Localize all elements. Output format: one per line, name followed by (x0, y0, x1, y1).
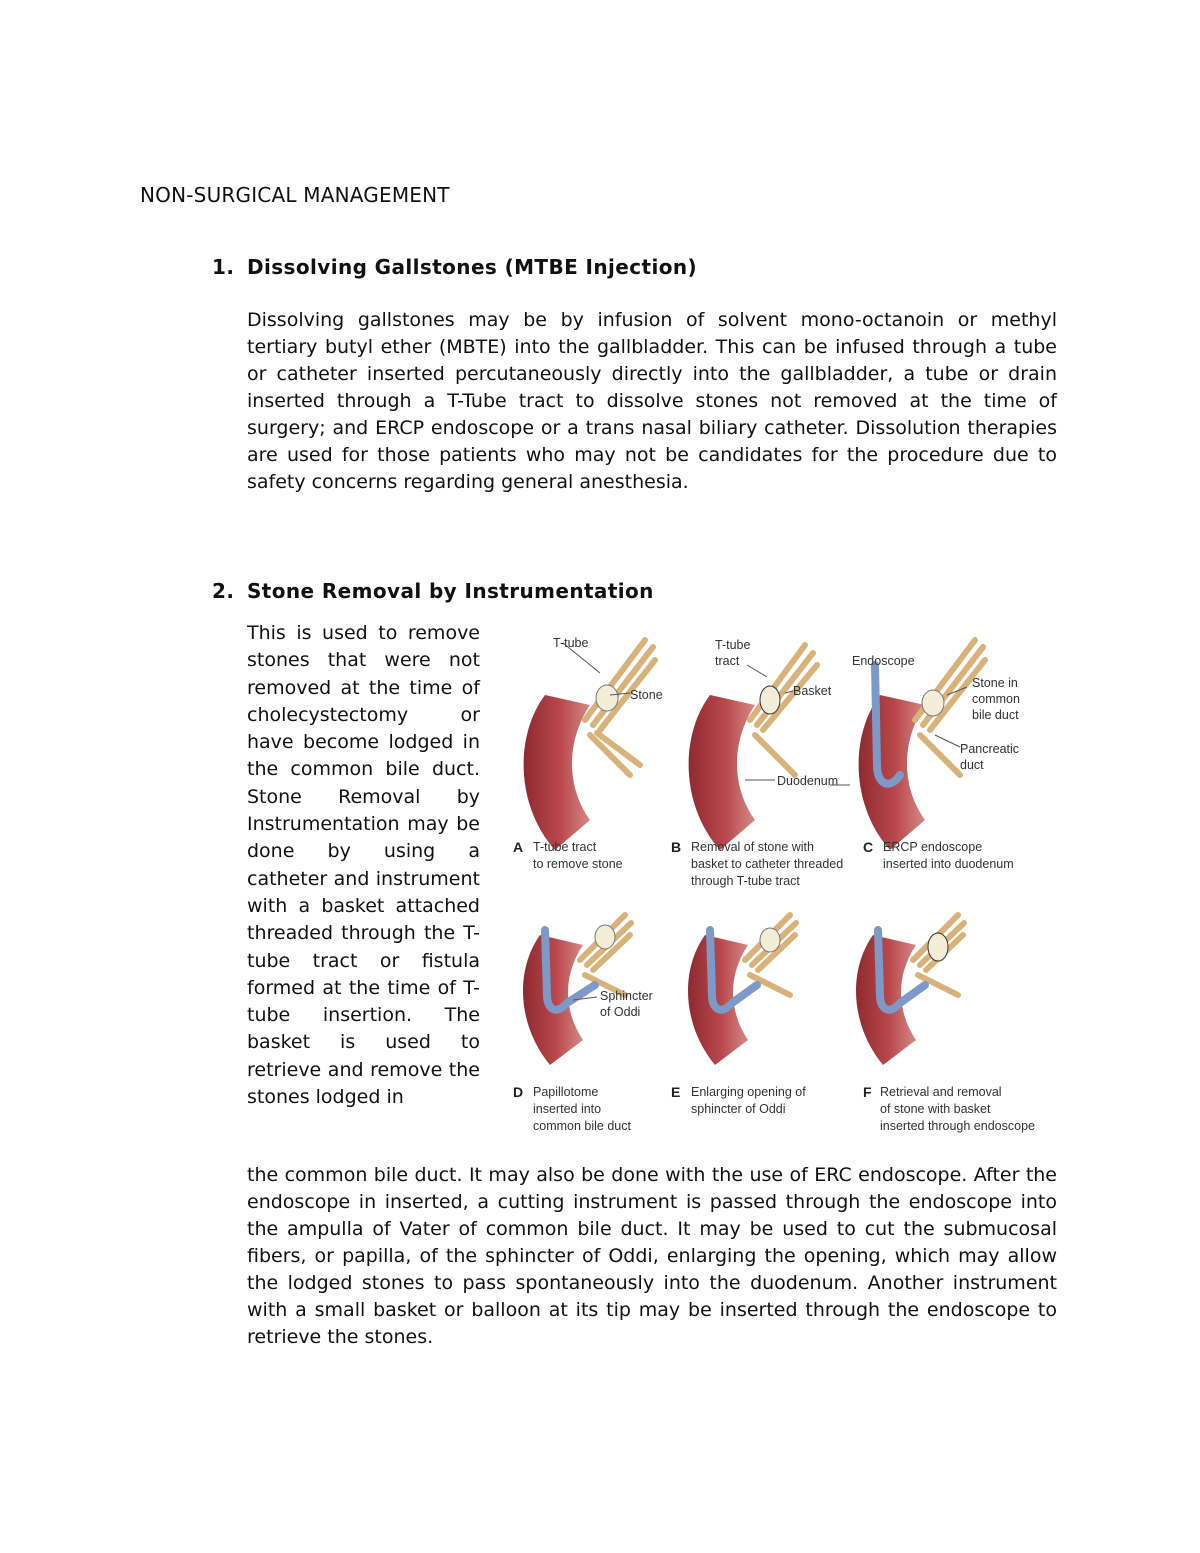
label-stone-in-cbd-3: bile duct (972, 708, 1019, 722)
section-2-body-full: the common bile duct. It may also be done with the use of ERC endoscope. After the endoscope in inserted, a cutting instrument is passed through the endoscope into the ampulla of Vater of common bile duct. It may be used to cut the submucosal fibers, or papilla, of the sphincter of Oddi, enlarging the opening, which may allow the lodged stones to pass spontaneously into the duodenum. Another instrument with a small basket or balloon at its tip may be inserted through the endoscope to retrieve the stones. (247, 1164, 1057, 1348)
section-1-title: Dissolving Gallstones (MTBE Injection) (247, 255, 698, 279)
panel-d-caption-2: inserted into (533, 1102, 602, 1116)
label-stone: Stone (630, 688, 663, 702)
panel-d-letter: D (513, 1084, 524, 1100)
panel-f-letter: F (863, 1084, 872, 1100)
panel-b-ducts (750, 645, 817, 775)
panel-a-duodenum (524, 695, 590, 850)
label-endoscope: Endoscope (852, 654, 915, 668)
panel-e-caption-2: sphincter of Oddi (691, 1102, 786, 1116)
section-2-number: 2. (212, 579, 235, 603)
panel-b-illustration (689, 645, 817, 850)
section-2-heading (212, 579, 654, 603)
label-sphincter-2: of Oddi (600, 1005, 641, 1019)
label-stone-in-cbd-1: Stone in (972, 676, 1018, 690)
label-pancreatic-1: Pancreatic (960, 742, 1020, 756)
label-duodenum: Duodenum (777, 774, 839, 788)
panel-b-caption-2: basket to catheter threaded (691, 857, 844, 871)
panel-b-stone-basket (760, 686, 780, 714)
panel-a-caption-1: T-tube tract (533, 840, 597, 854)
panel-e-illustration (688, 915, 796, 1065)
section-2-body-wrapped: This is used to remove stones that were not removed at the time of cholecystectomy or have become lodged in the common bile duct. Stone Removal by Instrumentation may be done by using a catheter and instrument with a basket attached threaded through the T-tube tract or fistula formed at the time of T-tube insertion. The basket is used to retrieve and remove the stones lodged in (247, 622, 480, 1109)
panel-b-caption-1: Removal of stone with (691, 840, 814, 854)
label-t-tube-tract-2: tract (715, 654, 740, 668)
label-t-tube: T-tube (553, 636, 589, 650)
panel-c-stone (922, 690, 944, 716)
panel-e-caption-1: Enlarging opening of (691, 1085, 806, 1099)
section-1-number: 1. (212, 255, 235, 279)
panel-b-caption-3: through T-tube tract (691, 874, 800, 888)
section-1-heading (212, 255, 697, 279)
panel-f-caption-3: inserted through endoscope (880, 1119, 1035, 1133)
section-2-title: Stone Removal by Instrumentation (247, 579, 654, 603)
label-stone-in-cbd-2: common (972, 692, 1020, 706)
label-basket: Basket (793, 684, 832, 698)
panel-b-letter: B (671, 839, 682, 855)
section-1-body: Dissolving gallstones may be by infusion of solvent mono-octanoin or methyl tertiary butyl ether (MBTE) into the gallbladder. This can be infused through a tube or catheter inserted percutaneously directly into the gallbladder, a tube or drain inserted through a T-Tube tract to dissolve stones not removed at the time of surgery; and ERCP endoscope or a trans nasal biliary catheter. Dissolution therapies are used for those patients who may not be candidates for the procedure due to safety concerns regarding general anesthesia. (247, 309, 1057, 493)
panel-c-caption-2: inserted into duodenum (883, 857, 1014, 871)
panel-b-duodenum (689, 695, 755, 850)
panel-f-caption-1: Retrieval and removal (880, 1085, 1002, 1099)
page-title: NON-SURGICAL MANAGEMENT (140, 183, 450, 207)
panel-c-caption-1: ERCP endoscope (883, 840, 983, 854)
panel-a-illustration (524, 640, 655, 850)
stone-removal-figure (505, 625, 1050, 1140)
panel-f-caption-2: of stone with basket (880, 1102, 991, 1116)
label-t-tube-tract-1: T-tube (715, 638, 751, 652)
panel-d-caption-1: Papillotome (533, 1085, 599, 1099)
panel-a-ducts (585, 640, 655, 775)
panel-a-stone (596, 685, 618, 711)
label-sphincter-1: Sphincter (600, 989, 653, 1003)
panel-e-letter: E (671, 1084, 681, 1100)
panel-d-caption-3: common bile duct (533, 1119, 631, 1133)
label-pancreatic-2: duct (960, 758, 984, 772)
panel-a-caption-2: to remove stone (533, 857, 623, 871)
panel-c-letter: C (863, 839, 874, 855)
panel-f-illustration (856, 915, 964, 1065)
panel-a-letter: A (513, 839, 524, 855)
